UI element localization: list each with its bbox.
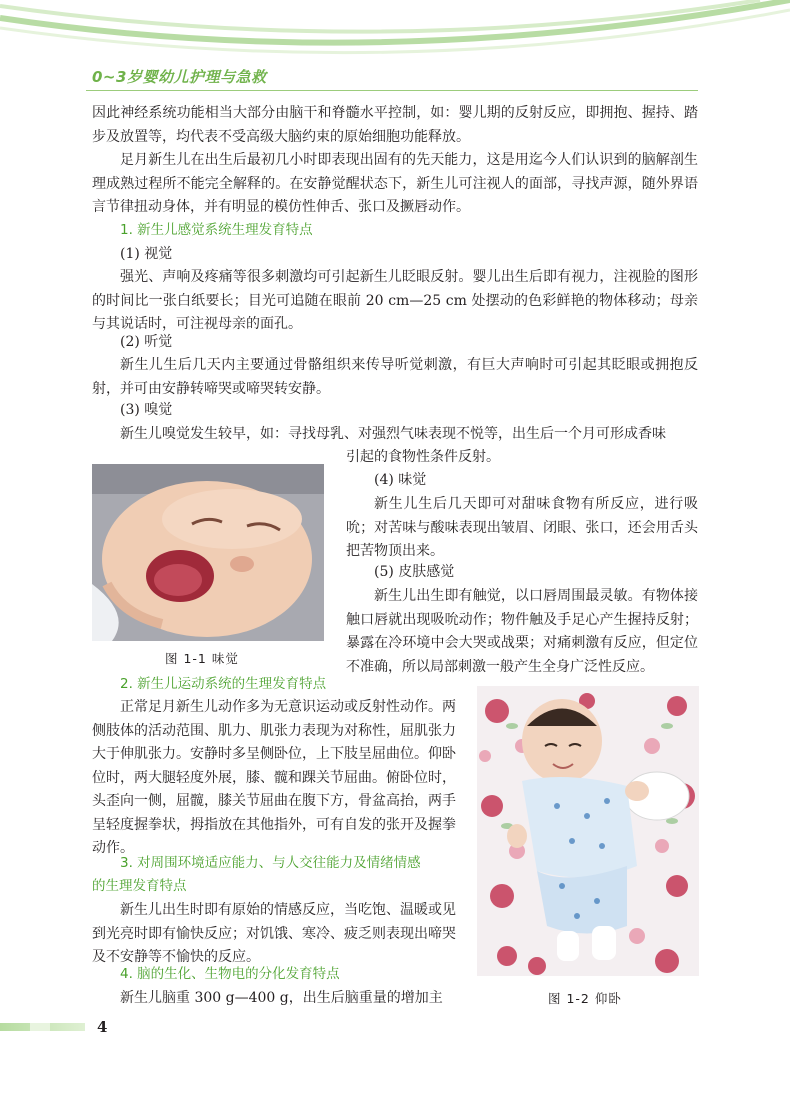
paragraph-emotion: 新生儿出生时即有原始的情感反应，当吃饱、温暖或见到光亮时即有愉快反应；对饥饿、寒冷、疲乏则表现出啼哭及不安静等不愉快的反应。 [92,902,456,965]
heading-motor: 2. 新生儿运动系统的生理发育特点 [120,676,327,692]
paragraph-taste: 新生儿生后几天即可对甜味食物有所反应，进行吸吮；对苦味与酸味表现出皱眉、闭眼、张口，还会用舌头把苦物顶出来。 [346,496,698,559]
paragraph-skin: 新生儿出生即有触觉，以口唇周围最灵敏。有物体接触口唇就出现吸吮动作；物件触及手足心产生握持反射；暴露在冷环境中会大哭或战栗；对痛刺激有反应，但定位不准确，所以局部刺激一般产生全身广泛性反应。 [346,588,698,675]
figure-supine-baby [477,686,699,976]
paragraph-2: 足月新生儿在出生后最初几小时即表现出固有的先天能力，这是用迄今人们认识到的脑解剖生理成熟过程所不能完全解释的。在安静觉醒状态下，新生儿可注视人的面部，寻找声源，随外界语言节律扭动身体，并有明显的模仿性伸舌、张口及撅唇动作。 [92,152,698,215]
supine-baby-illustration [477,686,699,976]
book-title: 0~3岁婴幼儿护理与急救 [92,68,267,86]
paragraph-hearing: 新生儿生后几天内主要通过骨骼组织来传导听觉刺激，有巨大声响时可引起其眨眼或拥抱反射，并可由安静转啼哭或啼哭转安静。 [92,357,698,397]
heading-emotion-continued: 的生理发育特点 [92,878,187,894]
crying-baby-illustration [92,464,324,641]
header-decoration [0,0,790,70]
subheading-hearing: (2) 听觉 [120,334,173,350]
header-divider [86,90,698,91]
footer-bar-accent [30,1023,50,1031]
paragraph-brain: 新生儿脑重 300 g—400 g，出生后脑重量的增加主 [120,990,443,1006]
subheading-vision: (1) 视觉 [120,246,173,262]
figure-crying-baby [92,464,324,641]
paragraph-smell: 新生儿嗅觉发生较早，如：寻找母乳、对强烈气味表现不悦等，出生后一个月可形成香味 [120,426,666,442]
paragraph-1: 因此神经系统功能相当大部分由脑干和脊髓水平控制，如：婴儿期的反射反应，即拥抱、握持、踏步及放置等，均代表不受高级大脑约束的原始细胞功能释放。 [92,105,698,145]
paragraph-vision: 强光、声响及疼痛等很多刺激均可引起新生儿眨眼反射。婴儿出生后即有视力，注视脸的图形的时间比一张白纸要长；目光可追随在眼前 20 cm—25 cm 处摆动的色彩鲜艳的物体移动；母亲与其说话时，可注视母亲的面孔。 [92,269,698,332]
heading-emotion: 3. 对周围环境适应能力、与人交往能力及情绪情感 [120,855,421,871]
figure-1-caption: 图 1-1 味觉 [165,651,239,666]
heading-sensory: 1. 新生儿感觉系统生理发育特点 [120,222,313,238]
subheading-skin: (5) 皮肤感觉 [374,564,455,580]
paragraph-smell-continued: 引起的食物性条件反射。 [346,449,500,465]
figure-2-caption: 图 1-2 仰卧 [548,991,622,1006]
subheading-taste: (4) 味觉 [374,472,427,488]
subheading-smell: (3) 嗅觉 [120,402,173,418]
heading-brain: 4. 脑的生化、生物电的分化发育特点 [120,966,340,982]
page-number: 4 [97,1018,108,1036]
paragraph-motor: 正常足月新生儿动作多为无意识运动或反射性动作。两侧肢体的活动范围、肌力、肌张力表现为对称性，屈肌张力大于伸肌张力。安静时多呈侧卧位，上下肢呈屈曲位。仰卧位时，两大腿轻度外展，膝、髋和踝关节屈曲。俯卧位时，头歪向一侧，屈髋，膝关节屈曲在腹下方，骨盆高抬，两手呈轻度握拳状，拇指放在其他指外，可有自发的张开及握拳动作。 [92,699,456,856]
